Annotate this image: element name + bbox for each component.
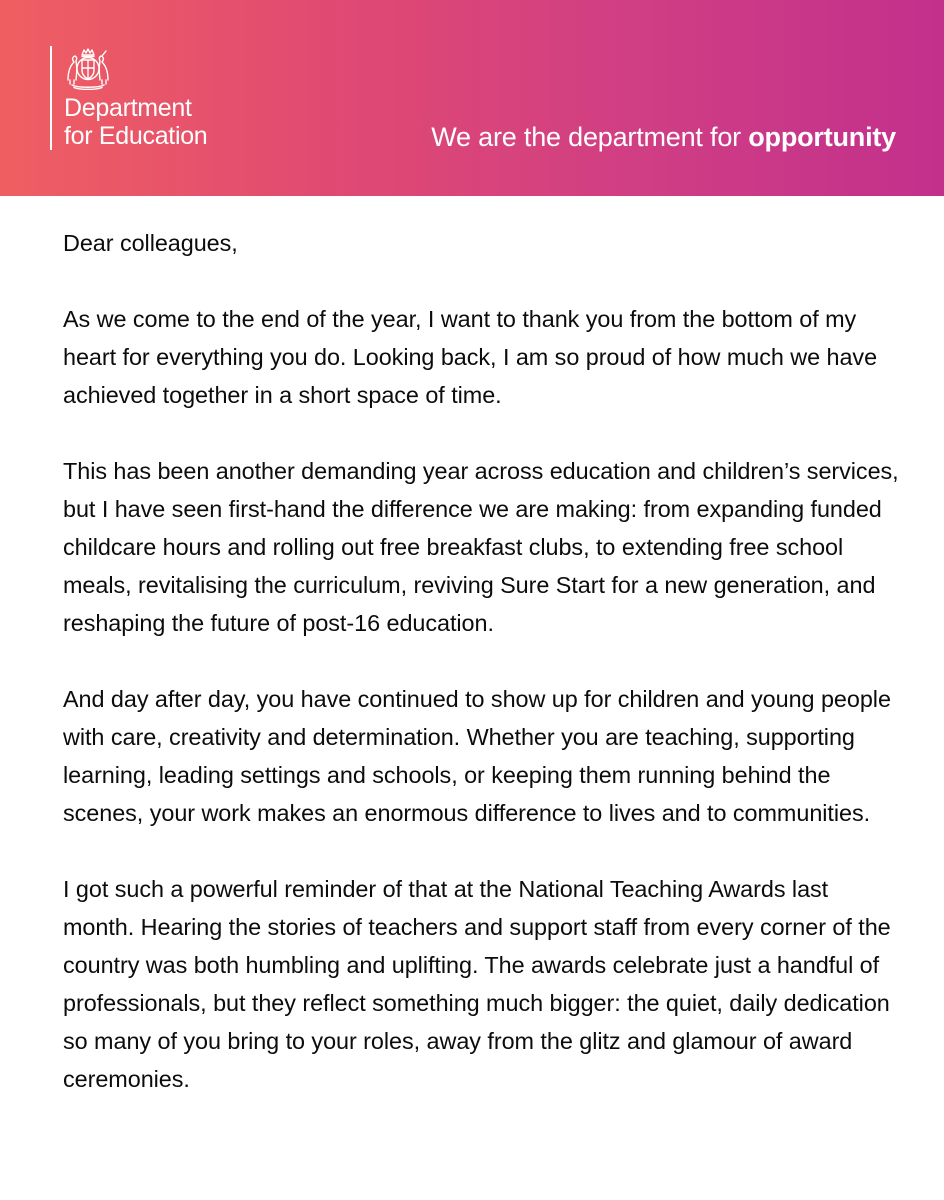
- tagline-prefix: We are the department for: [431, 122, 749, 152]
- department-name: [64, 94, 207, 150]
- header-banner: [0, 0, 944, 196]
- department-name-line2: for Education: [64, 122, 208, 150]
- tagline-emphasis: opportunity: [748, 122, 896, 152]
- department-logo: [50, 46, 207, 150]
- tagline: [431, 120, 896, 154]
- letter-paragraph-4: I got such a powerful reminder of that at the National Teaching Awards last month. Hearing the stories of teachers and support staff from every corner of the country was both humbling and uplifting. The awards celebrate just a handful of professionals, but they reflect something much bigger: the quiet, daily dedication so many of you bring to your roles, away from the glitz and glamour of award ceremonies.: [63, 876, 891, 1092]
- letter-paragraph-1: As we come to the end of the year, I want to thank you from the bottom of my heart for everything you do. Looking back, I am so proud of how much we have achieved together in a short space of time.: [63, 306, 878, 408]
- department-name-line1: Department: [64, 94, 192, 122]
- letter-paragraph-3: And day after day, you have continued to show up for children and young people with care, creativity and determination. Whether you are teaching, supporting learning, leading settings and schools, or keeping them running behind the scenes, your work makes an enormous difference to lives and to communities.: [63, 686, 891, 826]
- letter-greeting: Dear colleagues,: [63, 230, 238, 256]
- letter-paragraph-2: This has been another demanding year across education and children’s services, but I have seen first-hand the difference we are making: from expanding funded childcare hours and rolling out free breakfast clubs, to extending free school meals, revitalising the curriculum, reviving Sure Start for a new generation, and reshaping the future of post-16 education.: [63, 458, 899, 636]
- letter-body: [0, 196, 944, 1098]
- royal-coat-of-arms-icon: [64, 46, 112, 90]
